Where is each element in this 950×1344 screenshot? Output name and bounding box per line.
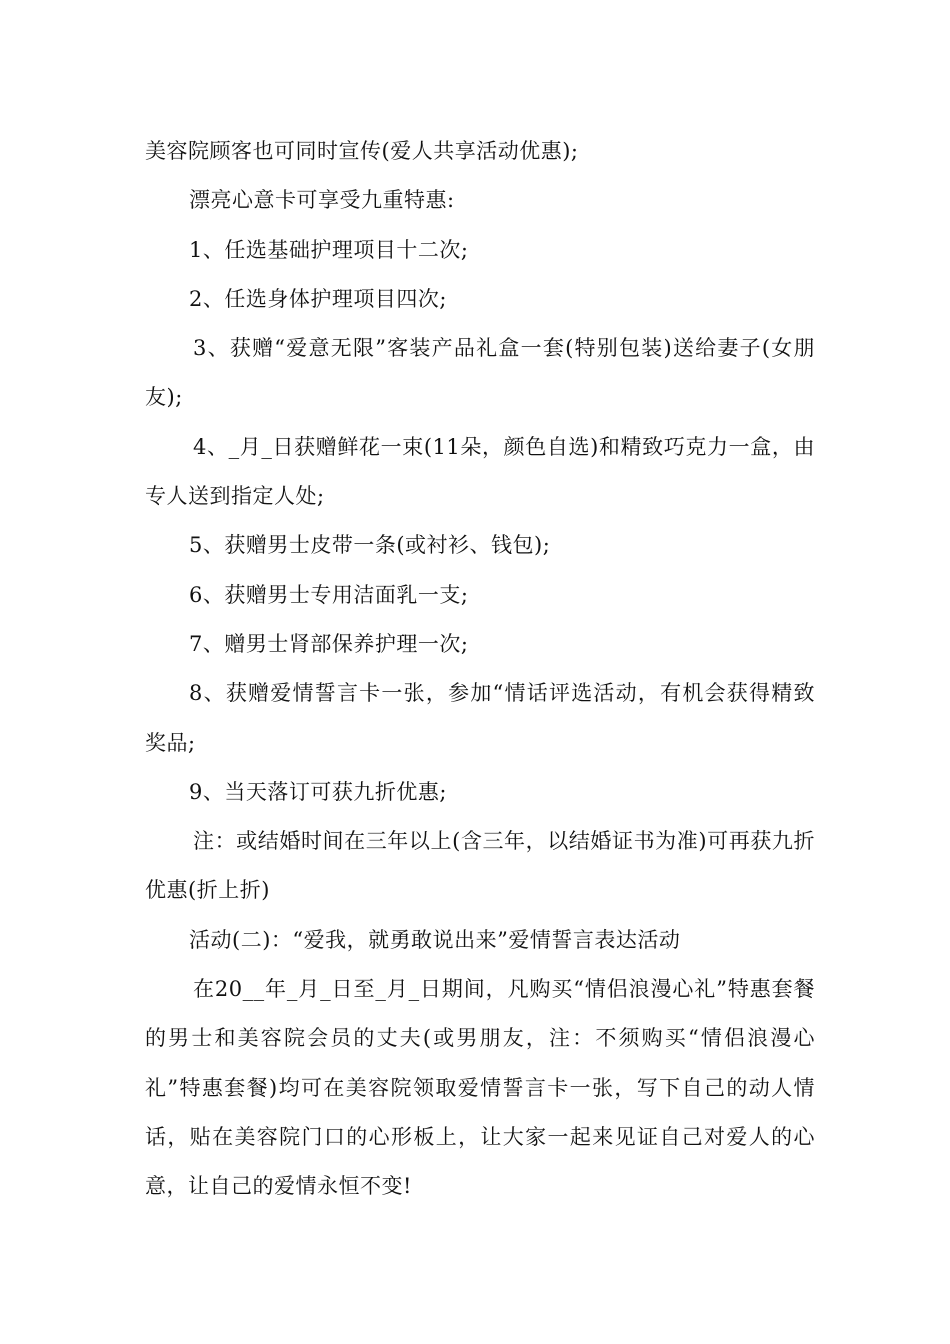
paragraph-activity-two-details: 在20__年_月_日至_月_日期间，凡购买“情侣浪漫心礼”特惠套餐的男士和美容院会员的丈夫(或男朋友，注：不须购买“情侣浪漫心礼”特惠套餐)均可在美容院领取爱情誓言卡一张，写下自己的动人情话，贴在美容院门口的心形板上，让大家一起来见证自己对爱人的心意，让自己的爱情永恒不变!	[145, 977, 815, 1199]
document-body	[145, 127, 815, 1212]
list-item-1: 1、任选基础护理项目十二次;	[189, 237, 469, 262]
list-item-5: 5、获赠男士皮带一条(或衬衫、钱包);	[189, 533, 551, 558]
paragraph-card-benefits: 漂亮心意卡可享受九重特惠:	[189, 188, 455, 213]
list-item-6: 6、获赠男士专用洁面乳一支;	[189, 582, 469, 607]
list-item-8: 8、获赠爱情誓言卡一张，参加“情话评选活动，有机会获得精致奖品;	[145, 681, 815, 755]
list-item-7: 7、赠男士肾部保养护理一次;	[189, 631, 469, 656]
paragraph-note: 注：或结婚时间在三年以上(含三年，以结婚证书为准)可再获九折优惠(折上折)	[145, 829, 815, 903]
list-item-9: 9、当天落订可获九折优惠;	[189, 779, 447, 804]
list-item-4: 4、_月_日获赠鲜花一束(11朵，颜色自选)和精致巧克力一盒，由专人送到指定人处;	[145, 434, 815, 509]
paragraph-intro: 美容院顾客也可同时宣传(爱人共享活动优惠);	[145, 139, 579, 163]
list-item-3: 3、获赠“爱意无限”客装产品礼盒一套(特别包装)送给妻子(女朋友);	[145, 336, 815, 410]
paragraph-activity-two-heading: 活动(二)：“爱我，就勇敢说出来”爱情誓言表达活动	[189, 927, 681, 952]
list-item-2: 2、任选身体护理项目四次;	[189, 286, 447, 311]
